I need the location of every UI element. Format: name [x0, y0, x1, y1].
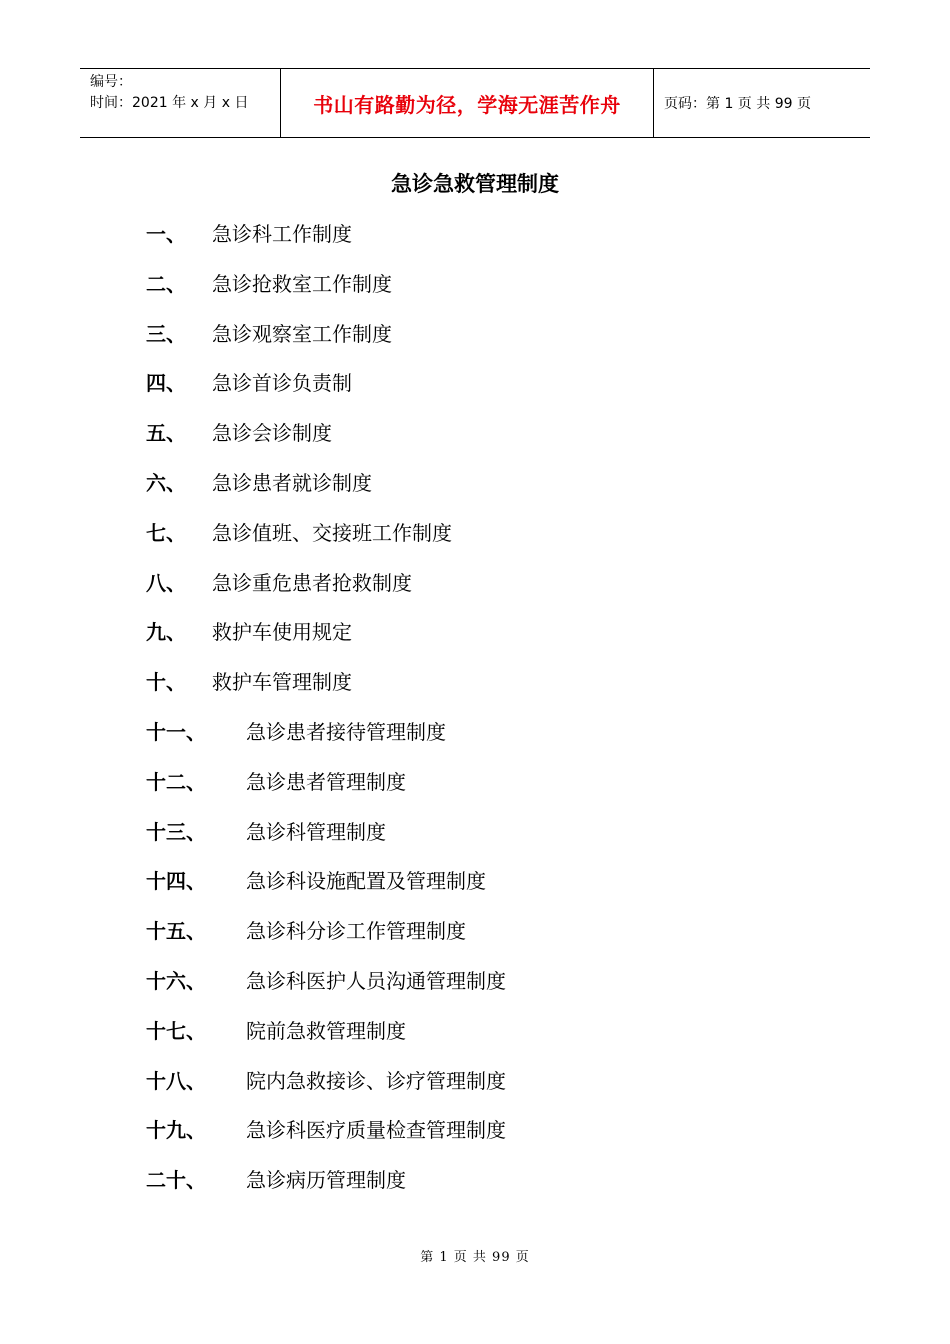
header-page-cell: [654, 69, 870, 137]
header-motto-cell: [281, 69, 654, 137]
table-of-contents: [146, 218, 846, 1214]
toc-label: 急诊观察室工作制度: [212, 321, 392, 346]
toc-label: 救护车管理制度: [212, 670, 352, 695]
document-title: 急诊急救管理制度: [391, 172, 559, 196]
toc-item: [146, 915, 846, 965]
toc-label: 院内急救接诊、诊疗管理制度: [246, 1068, 506, 1093]
toc-label: 急诊科设施配置及管理制度: [246, 869, 486, 894]
toc-label: 院前急救管理制度: [246, 1018, 406, 1043]
toc-label: 急诊科管理制度: [246, 819, 386, 844]
toc-item: [146, 567, 846, 617]
toc-number: 六、: [146, 470, 186, 495]
toc-number: 十六、: [146, 968, 206, 993]
toc-label: 急诊患者就诊制度: [212, 470, 372, 495]
toc-item: [146, 268, 846, 318]
toc-item: [146, 616, 846, 666]
header-meta-cell: [80, 69, 281, 137]
document-time: 时间：2021 年 x 月 x 日: [90, 95, 249, 111]
toc-item: [146, 1114, 846, 1164]
toc-number: 四、: [146, 371, 186, 396]
toc-number: 一、: [146, 222, 186, 246]
toc-item: [146, 318, 846, 368]
toc-number: 十九、: [146, 1118, 206, 1143]
toc-item: [146, 467, 846, 517]
page-header: [80, 68, 870, 138]
toc-number: 三、: [146, 321, 186, 346]
toc-item: [146, 367, 846, 417]
toc-label: 急诊病历管理制度: [246, 1168, 406, 1193]
document-number: 编号：: [90, 74, 132, 90]
toc-number: 九、: [146, 620, 186, 645]
toc-number: 十一、: [146, 719, 206, 744]
toc-item: [146, 666, 846, 716]
toc-item: [146, 1164, 846, 1214]
toc-item: [146, 965, 846, 1015]
toc-number: 十、: [146, 670, 186, 695]
toc-label: 急诊重危患者抢救制度: [212, 570, 412, 595]
header-motto: 书山有路勤为径，学海无涯苦作舟: [313, 92, 621, 117]
toc-item: [146, 417, 846, 467]
toc-item: [146, 1015, 846, 1065]
toc-number: 十三、: [146, 819, 206, 844]
toc-label: 急诊抢救室工作制度: [212, 271, 392, 296]
toc-item: [146, 1065, 846, 1115]
toc-number: 八、: [146, 570, 186, 595]
toc-number: 七、: [146, 520, 186, 545]
header-page-info: 页码：第 1 页 共 99 页: [664, 96, 811, 112]
toc-label: 急诊患者接待管理制度: [246, 719, 446, 744]
toc-number: 十八、: [146, 1068, 206, 1093]
toc-label: 急诊患者管理制度: [246, 769, 406, 794]
toc-number: 十四、: [146, 869, 206, 894]
toc-label: 急诊值班、交接班工作制度: [212, 520, 452, 545]
toc-label: 急诊科医疗质量检查管理制度: [246, 1118, 506, 1143]
toc-label: 急诊科医护人员沟通管理制度: [246, 968, 506, 993]
toc-item: [146, 218, 846, 268]
toc-label: 急诊科分诊工作管理制度: [246, 919, 466, 944]
toc-number: 五、: [146, 421, 186, 446]
toc-item: [146, 865, 846, 915]
toc-label: 救护车使用规定: [212, 620, 352, 645]
toc-item: [146, 816, 846, 866]
toc-item: [146, 766, 846, 816]
toc-number: 二十、: [146, 1168, 206, 1193]
toc-number: 十五、: [146, 919, 206, 944]
toc-number: 二、: [146, 271, 186, 296]
toc-number: 十七、: [146, 1018, 206, 1043]
page-footer: 第 1 页 共 99 页: [420, 1250, 530, 1265]
toc-label: 急诊会诊制度: [212, 421, 332, 446]
toc-item: [146, 716, 846, 766]
toc-item: [146, 517, 846, 567]
toc-label: 急诊科工作制度: [212, 222, 352, 246]
toc-number: 十二、: [146, 769, 206, 794]
toc-label: 急诊首诊负责制: [212, 371, 352, 396]
